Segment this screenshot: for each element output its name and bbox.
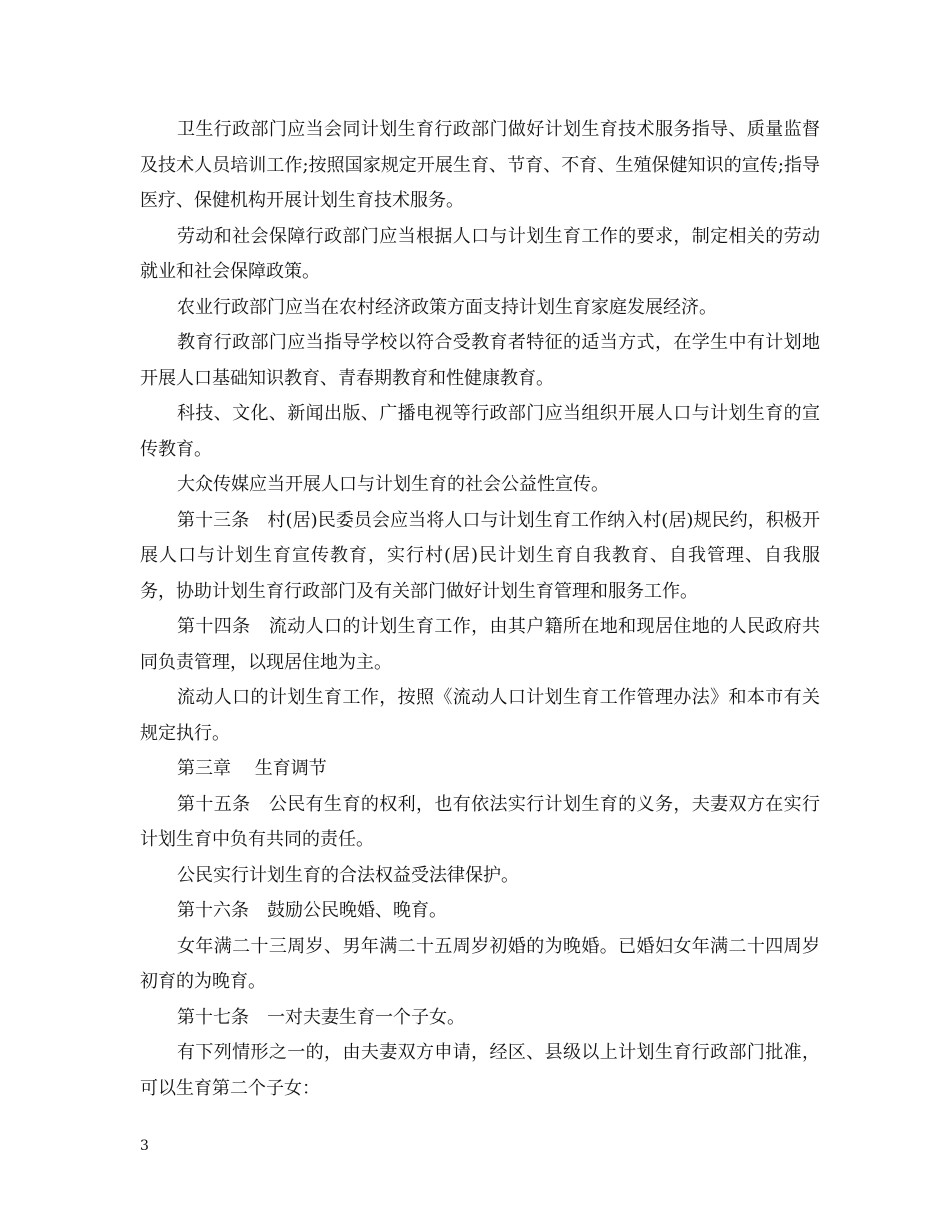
paragraph: 流动人口的计划生育工作，按照《流动人口计划生育工作管理办法》和本市有关规定执行。 <box>140 687 820 744</box>
article-paragraph: 第十七条 一对夫妻生育一个子女。 <box>177 1006 465 1028</box>
document-body <box>140 112 820 1106</box>
paragraph: 女年满二十三周岁、男年满二十五周岁初婚的为晚婚。已婚妇女年满二十四周岁初育的为晚育。 <box>140 935 820 992</box>
chapter-heading: 第三章 生育调节 <box>177 758 327 779</box>
paragraph: 教育行政部门应当指导学校以符合受教育者特征的适当方式，在学生中有计划地开展人口基础知识教育、青春期教育和性健康教育。 <box>140 332 820 389</box>
paragraph: 农业行政部门应当在农村经济政策方面支持计划生育家庭发展经济。 <box>177 296 717 318</box>
article-paragraph: 第十五条 公民有生育的权利，也有依法实行计划生育的义务，夫妻双方在实行计划生育中负有共同的责任。 <box>140 793 820 850</box>
article-paragraph: 第十六条 鼓励公民晚婚、晚育。 <box>177 900 447 921</box>
article-paragraph: 第十四条 流动人口的计划生育工作，由其户籍所在地和现居住地的人民政府共同负责管理，以现居住地为主。 <box>140 616 820 673</box>
paragraph: 大众传媒应当开展人口与计划生育的社会公益性宣传。 <box>177 474 609 495</box>
paragraph: 劳动和社会保障行政部门应当根据人口与计划生育工作的要求，制定相关的劳动就业和社会保障政策。 <box>140 225 820 282</box>
paragraph: 卫生行政部门应当会同计划生育行政部门做好计划生育技术服务指导、质量监督及技术人员培训工作;按照国家规定开展生育、节育、不育、生殖保健知识的宣传;指导医疗、保健机构开展计划生育技术服务。 <box>140 119 820 211</box>
page-number: 3 <box>140 1138 149 1154</box>
paragraph: 科技、文化、新闻出版、广播电视等行政部门应当组织开展人口与计划生育的宣传教育。 <box>140 403 820 460</box>
paragraph: 有下列情形之一的，由夫妻双方申请，经区、县级以上计划生育行政部门批准，可以生育第二个子女： <box>140 1042 820 1099</box>
article-paragraph: 第十三条 村(居)民委员会应当将人口与计划生育工作纳入村(居)规民约，积极开展人口与计划生育宣传教育，实行村(居)民计划生育自我教育、自我管理、自我服务，协助计划生育行政部门及有关部门做好计划生育管理和服务工作。 <box>140 509 820 602</box>
paragraph: 公民实行计划生育的合法权益受法律保护。 <box>177 864 519 886</box>
